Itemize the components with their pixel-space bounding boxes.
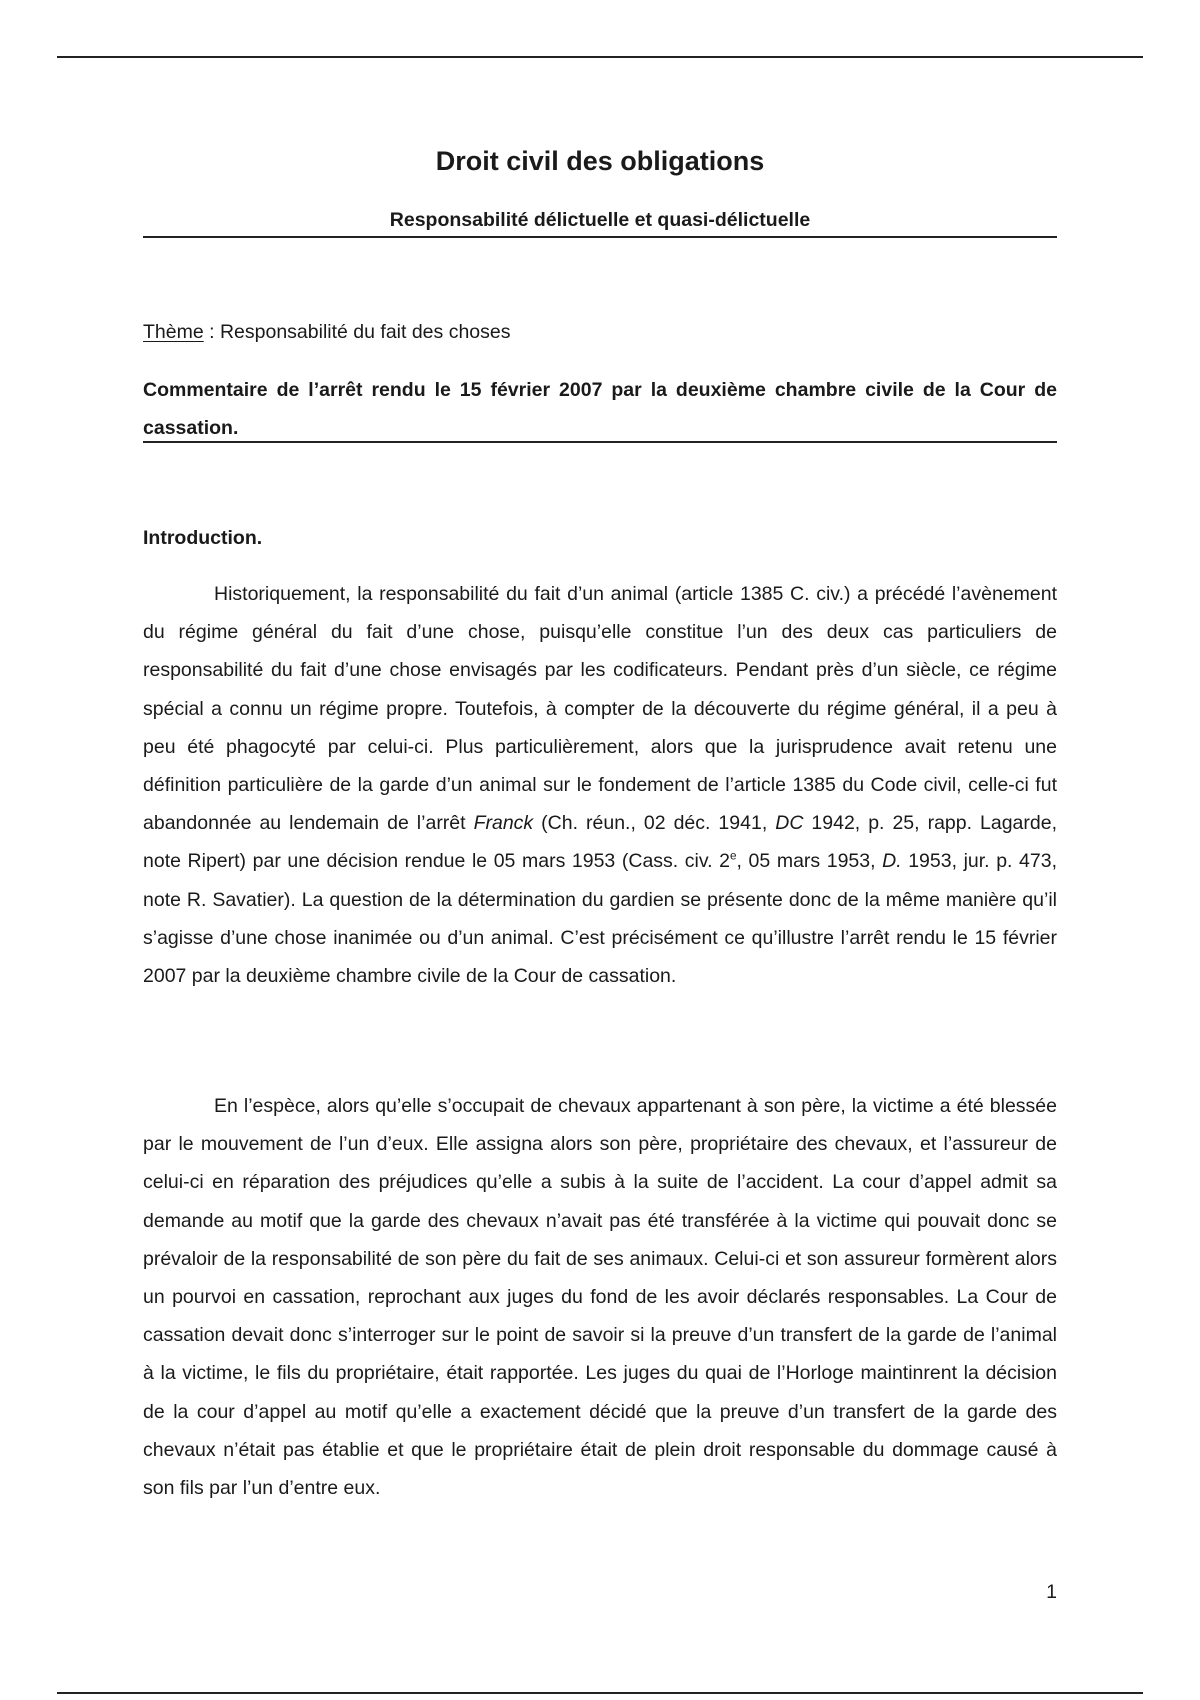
paragraph-1-text-c: 1942, p. 25, rapp. Lagarde, note Ripert) par une décision rendue le 05 mars 1953 (Cass. civ. 2 xyxy=(143,812,1058,873)
commentary-title: Commentaire de l’arrêt rendu le 15 février 2007 par la deuxième chambre civile de la Cour de cassation. xyxy=(143,379,1057,439)
case-name-franck: Franck xyxy=(473,812,534,835)
commentary-rule xyxy=(143,441,1057,443)
paragraph-1-text-a: Historiquement, la responsabilité du fait d’un animal (article 1385 C. civ.) a précédé l’avènement du régime général du fait d’une chose, puisqu’elle constitue l’un des deux cas particuliers de responsabilité du fait d’une chose envisagés par les codificateurs. Pendant près d’un siècle, ce régime spécial a connu un régime propre. Toutefois, à compter de la découverte du régime général, il a peu à peu été phagocyté par celui-ci. Plus particulièrement, alors que la jurisprudence avait retenu une définition particulière de la garde d’un animal sur le fondement de l’article 1385 du Code civil, celle-ci fut abandonnée au lendemain de l’arrêt xyxy=(143,583,1057,835)
document-subtitle: Responsabilité délictuelle et quasi-délictuelle xyxy=(389,209,811,231)
paragraph-1-text-b: (Ch. réun., 02 déc. 1941, xyxy=(533,812,776,835)
ordinal-superscript: e xyxy=(730,849,737,863)
theme-separator: : xyxy=(203,321,220,343)
top-rule xyxy=(57,56,1143,58)
theme-line xyxy=(143,318,1057,346)
page-number: 1 xyxy=(1046,1581,1057,1603)
journal-dalloz: D. xyxy=(882,850,902,873)
header-rule xyxy=(143,236,1057,238)
paragraph-1 xyxy=(143,575,1057,995)
theme-value: Responsabilité du fait des choses xyxy=(219,321,511,343)
introduction-heading: Introduction. xyxy=(143,527,263,549)
document-title: Droit civil des obligations xyxy=(435,146,765,176)
paragraph-2: En l’espèce, alors qu’elle s’occupait de chevaux appartenant à son père, la victime a été blessée par le mouvement de l’un d’eux. Elle assigna alors son père, propriétaire des chevaux, et l’assureur de celui-ci en réparation des préjudices qu’elle a subis à la suite de l’accident. La cour d’appel admit sa demande au motif que la garde des chevaux n’avait pas été transférée à la victime qui pouvait donc se prévaloir de la responsabilité de son père du fait de ses animaux. Celui-ci et son assureur formèrent alors un pourvoi en cassation, reprochant aux juges du fond de les avoir déclarés responsables. La Cour de cassation devait donc s’interroger sur le point de savoir si la preuve d’un transfert de la garde de l’animal à la victime, le fils du propriétaire, était rapportée. Les juges du quai de l’Horloge maintinrent la décision de la cour d’appel au motif qu’elle a exactement décidé que la preuve d’un transfert de la garde des chevaux n’était pas établie et que le propriétaire était de plein droit responsable du dommage causé à son fils par l’un d’entre eux. xyxy=(143,1095,1057,1500)
journal-dc: DC xyxy=(775,812,804,835)
theme-label: Thème xyxy=(143,321,204,343)
bottom-rule xyxy=(57,1692,1143,1694)
paragraph-1-text-e: 1953, jur. p. 473, note R. Savatier). La question de la détermination du gardien se présente donc de la même manière qu’il s’agisse d’une chose inanimée ou d’un animal. C’est précisément ce qu’illustre l’arrêt rendu le 15 février 2007 par la deuxième chambre civile de la Cour de cassation. xyxy=(143,850,1057,988)
paragraph-1-text-d: , 05 mars 1953, xyxy=(736,850,883,873)
